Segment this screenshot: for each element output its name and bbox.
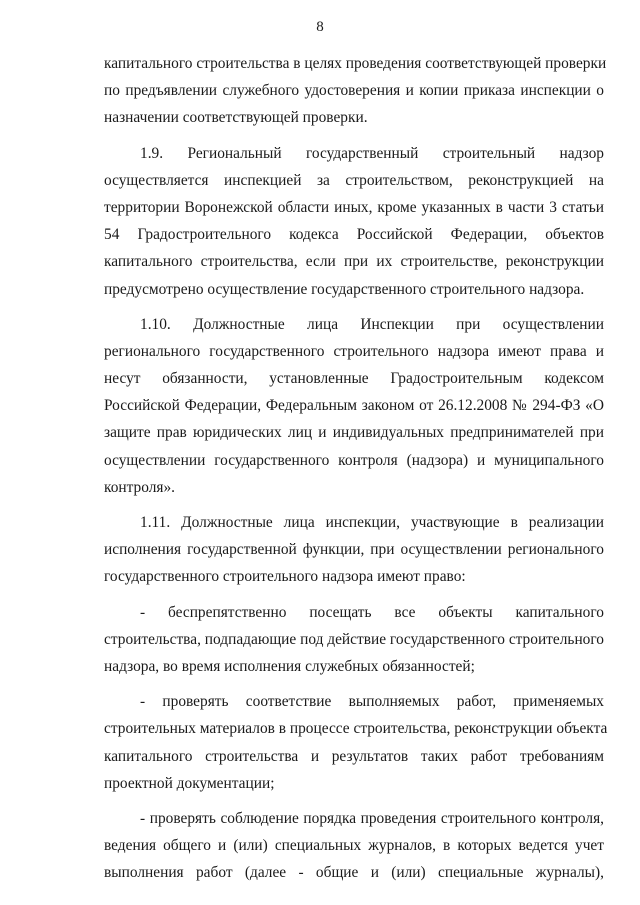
text-line: осуществляется инспекцией за строительством, реконструкцией на xyxy=(104,171,604,189)
text-line: 1.11. Должностные лица инспекции, участвующие в реализации xyxy=(140,514,604,531)
text-line: территории Воронежской области иных, кроме указанных в части 3 статьи xyxy=(104,198,604,216)
paragraph-gap xyxy=(104,501,604,509)
paragraph-gap xyxy=(104,303,604,311)
paragraph-continuation xyxy=(104,50,607,132)
text-line: защите прав юридических лиц и индивидуальных предпринимателей при xyxy=(104,424,604,442)
text-line: регионального государственного строительного надзора имеют права и xyxy=(104,342,604,360)
text-line: проектной документации; xyxy=(104,774,275,792)
text-line: несут обязанности, установленные Градостроительным кодексом xyxy=(104,370,604,388)
paragraph-gap xyxy=(104,797,604,805)
text-line: государственного строительного надзора имеют право: xyxy=(104,568,466,586)
text-line: 54 Градостроительного кодекса Российской Федерации, объектов xyxy=(104,226,604,244)
page-number: 8 xyxy=(316,19,324,35)
list-item-check-control-procedure xyxy=(104,805,604,887)
paragraph-1-10 xyxy=(104,311,604,501)
paragraph-1-9 xyxy=(104,140,604,303)
list-item-visit-objects xyxy=(104,599,604,681)
text-line: 1.10. Должностные лица Инспекции при осуществлении xyxy=(140,315,604,333)
list-item-check-compliance xyxy=(104,688,608,797)
text-line: капитального строительства, если при их строительстве, реконструкции xyxy=(104,253,604,271)
text-line: 1.9. Региональный государственный строительный надзор xyxy=(140,144,604,162)
text-line: по предъявлении служебного удостоверения и копии приказа инспекции о xyxy=(104,82,604,100)
text-line: ведения общего и (или) специальных журналов, в которых ведется учет xyxy=(104,837,604,855)
text-line: капитального строительства в целях проведения соответствующей проверки xyxy=(104,55,607,72)
text-line: предусмотрено осуществление государственного строительного надзора. xyxy=(104,280,585,298)
paragraph-gap xyxy=(104,132,604,140)
paragraph-gap xyxy=(104,680,604,688)
paragraph-1-11 xyxy=(104,509,604,591)
text-line: исполнения государственной функции, при осуществлении регионального xyxy=(104,541,604,559)
document-body xyxy=(104,50,608,886)
text-line: осуществлении государственного контроля (надзора) и муниципального xyxy=(104,451,604,469)
text-line: капитального строительства и результатов таких работ требованиям xyxy=(104,747,604,765)
text-line: - проверять соответствие выполняемых работ, применяемых xyxy=(140,693,604,711)
text-line: - проверять соблюдение порядка проведения строительного контроля, xyxy=(140,809,604,827)
text-line: строительных материалов в процессе строительства, реконструкции объекта xyxy=(104,720,608,738)
text-line: надзора, во время исполнения служебных обязанностей; xyxy=(104,657,475,675)
paragraph-gap xyxy=(104,591,604,599)
text-line: Российской Федерации, Федеральным законом от 26.12.2008 № 294-ФЗ «О xyxy=(104,397,604,415)
text-line: назначении соответствующей проверки. xyxy=(104,109,368,127)
text-line: выполнения работ (далее - общие и (или) специальные журналы), xyxy=(104,864,604,882)
text-line: контроля». xyxy=(104,478,176,496)
text-line: строительства, подпадающие под действие государственного строительного xyxy=(104,630,604,648)
text-line: - беспрепятственно посещать все объекты капитального xyxy=(140,603,604,621)
